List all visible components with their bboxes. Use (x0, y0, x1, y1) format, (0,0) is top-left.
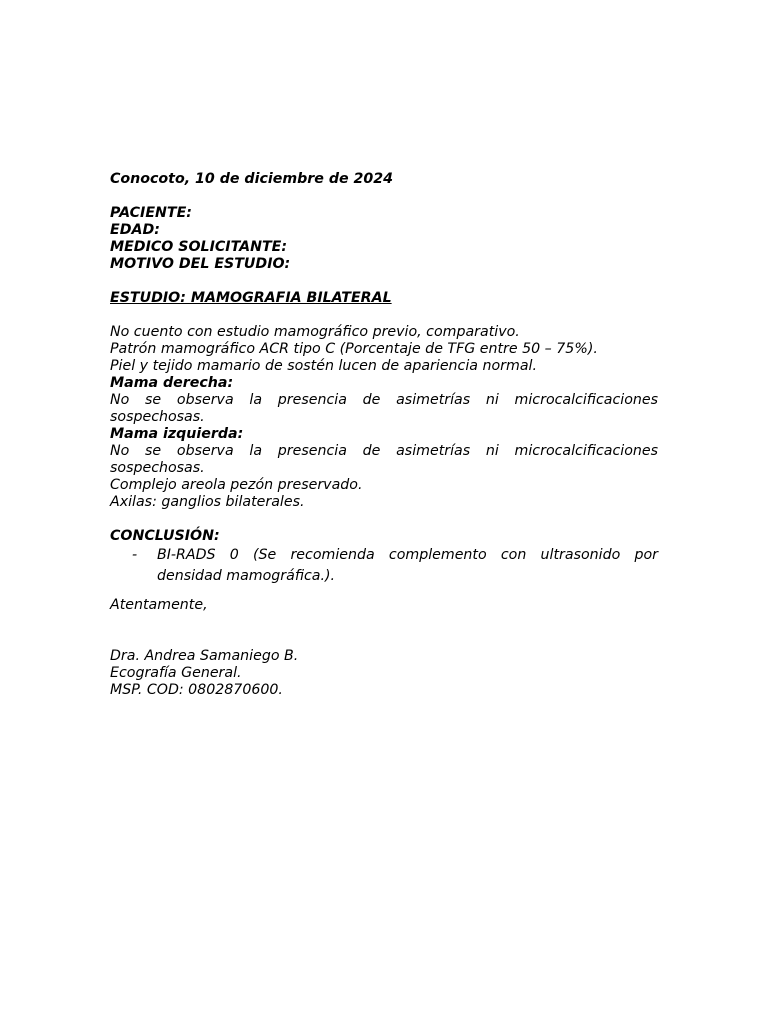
study-title: ESTUDIO: MAMOGRAFIA BILATERAL (110, 290, 392, 306)
finding-axillae: Axilas: ganglios bilaterales. (110, 494, 305, 510)
closing-salutation: Atentamente, (110, 597, 208, 613)
conclusion-text: BI-RADS 0 (Se recomienda complemento con ultrasonido por densidad mamográfica.). (157, 547, 658, 584)
left-breast-text: No se observa la presencia de asimetrías ni microcalcificaciones sospechosas. (110, 443, 658, 476)
left-breast-heading: Mama izquierda: (110, 426, 244, 442)
signature-name: Dra. Andrea Samaniego B. (110, 648, 299, 664)
signature-code: MSP. COD: 0802870600. (110, 682, 283, 698)
finding-acr-pattern: Patrón mamográfico ACR tipo C (Porcentaje de TFG entre 50 – 75%). (110, 341, 598, 357)
right-breast-text: No se observa la presencia de asimetrías ni microcalcificaciones sospechosas. (110, 392, 658, 425)
finding-areola: Complejo areola pezón preservado. (110, 477, 363, 493)
place-date: Conocoto, 10 de diciembre de 2024 (110, 171, 394, 187)
conclusion-heading: CONCLUSIÓN: (110, 528, 220, 544)
bullet-marker: - (132, 547, 138, 563)
study-reason-label: MOTIVO DEL ESTUDIO: (110, 256, 291, 272)
signature-specialty: Ecografía General. (110, 665, 242, 681)
report-document (110, 171, 658, 699)
patient-label: PACIENTE: (110, 205, 192, 221)
right-breast-heading: Mama derecha: (110, 375, 234, 391)
age-label: EDAD: (110, 222, 160, 238)
requesting-doctor-label: MEDICO SOLICITANTE: (110, 239, 288, 255)
finding-skin-tissue: Piel y tejido mamario de sostén lucen de apariencia normal. (110, 358, 537, 374)
conclusion-item (110, 545, 658, 587)
finding-previous-study: No cuento con estudio mamográfico previo, comparativo. (110, 324, 520, 340)
